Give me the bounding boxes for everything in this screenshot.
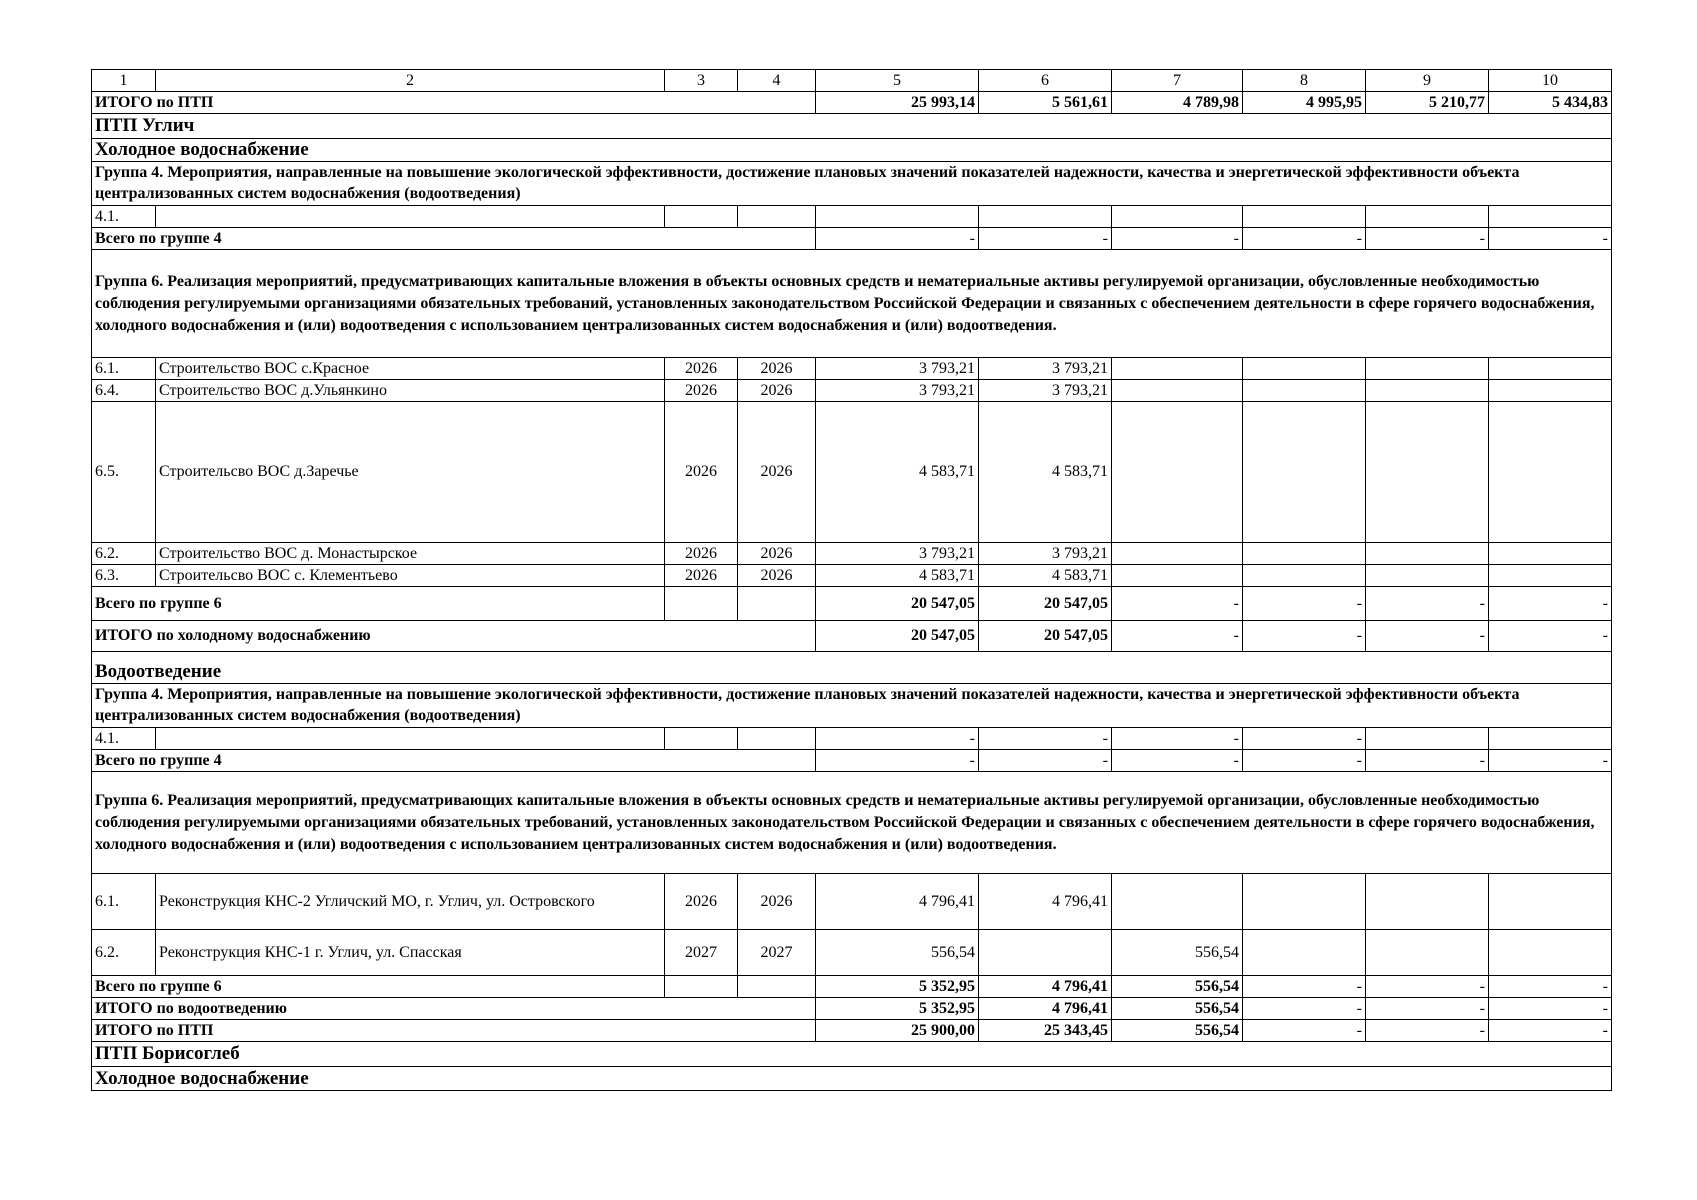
row-number: 6.1. <box>92 874 156 930</box>
group6-total-row <box>92 587 1612 621</box>
col-header: 7 <box>1112 70 1243 92</box>
row-start-year: 2027 <box>665 930 738 976</box>
value-cell: - <box>1243 587 1366 621</box>
value-cell: 556,54 <box>1112 998 1243 1020</box>
value-cell: - <box>1243 228 1366 250</box>
row-name: Строительство ВОС с.Красное <box>156 358 665 380</box>
row-number: 6.5. <box>92 402 156 543</box>
table-row <box>92 206 1612 228</box>
value-cell: - <box>1243 750 1366 772</box>
subsection-cold-water <box>92 139 1612 162</box>
value-cell: 4 796,41 <box>979 998 1112 1020</box>
value-cell: 3 793,21 <box>979 358 1112 380</box>
total-row-ptp-previous <box>92 92 1612 114</box>
value-cell: 3 793,21 <box>816 543 979 565</box>
value-cell: - <box>979 728 1112 750</box>
value-cell: - <box>979 228 1112 250</box>
group-title: Группа 4. Мероприятия, направленные на повышение экологической эффективности, достижение плановых значений показателей надежности, качества и энергетической эффективности объекта централизованных систем водоснабжения (водоотведения) <box>92 684 1612 728</box>
value-cell: 556,54 <box>1112 976 1243 998</box>
col-header: 6 <box>979 70 1112 92</box>
row-end-year: 2026 <box>738 874 816 930</box>
value-cell: 4 796,41 <box>979 874 1112 930</box>
value-cell: 4 796,41 <box>816 874 979 930</box>
table-row <box>92 402 1612 543</box>
group4-total-row <box>92 750 1612 772</box>
row-number: 4.1. <box>92 728 156 750</box>
value-cell: 4 995,95 <box>1243 92 1366 114</box>
row-name: Строительство ВОС д.Ульянкино <box>156 380 665 402</box>
column-number-row <box>92 70 1612 92</box>
group4-heading <box>92 162 1612 206</box>
value-cell: 25 343,45 <box>979 1020 1112 1042</box>
value-cell: - <box>1243 621 1366 652</box>
row-number: 6.1. <box>92 358 156 380</box>
group-title: Группа 4. Мероприятия, направленные на повышение экологической эффективности, достижение плановых значений показателей надежности, качества и энергетической эффективности объекта централизованных систем водоснабжения (водоотведения) <box>92 162 1612 206</box>
value-cell: 5 352,95 <box>816 976 979 998</box>
value-cell: - <box>1243 976 1366 998</box>
section-title: ПТП Углич <box>92 114 1612 139</box>
value-cell: - <box>1112 621 1243 652</box>
row-start-year: 2026 <box>665 565 738 587</box>
row-number: 6.2. <box>92 930 156 976</box>
value-cell: 556,54 <box>1112 1020 1243 1042</box>
value-cell: 4 583,71 <box>979 402 1112 543</box>
row-start-year: 2026 <box>665 874 738 930</box>
table-row <box>92 358 1612 380</box>
row-end-year: 2026 <box>738 380 816 402</box>
subsection-title: Холодное водоснабжение <box>92 1067 1612 1091</box>
value-cell: - <box>1489 587 1612 621</box>
value-cell: - <box>1112 228 1243 250</box>
value-cell: 4 789,98 <box>1112 92 1243 114</box>
value-cell: 5 210,77 <box>1366 92 1489 114</box>
value-cell: 3 793,21 <box>979 543 1112 565</box>
group4-total-row <box>92 228 1612 250</box>
cold-water-total-row <box>92 621 1612 652</box>
total-label: Всего по группе 4 <box>92 750 816 772</box>
table-row <box>92 565 1612 587</box>
row-number: 6.4. <box>92 380 156 402</box>
group-title: Группа 6. Реализация мероприятий, предусматривающих капитальные вложения в объекты основных средств и нематериальные активы регулируемой организации, обусловленные необходимостью соблюдения регулируемыми организациями обязательных требований, установленных законодательством Российской Федерации и связанных с обеспечением деятельности в сфере горячего водоснабжения, холодного водоснабжения и (или) водоотведения с использованием централизованных систем водоснабжения и (или) водоотведения. <box>92 250 1612 358</box>
row-start-year: 2026 <box>665 380 738 402</box>
col-header: 3 <box>665 70 738 92</box>
row-name: Реконструкция КНС-2 Угличский МО, г. Углич, ул. Островского <box>156 874 665 930</box>
subsection-title: Холодное водоснабжение <box>92 139 1612 162</box>
row-name: Строительсво ВОС с. Клементьево <box>156 565 665 587</box>
value-cell: - <box>1489 621 1612 652</box>
value-cell: 556,54 <box>816 930 979 976</box>
value-cell: - <box>1489 1020 1612 1042</box>
section-title: ПТП Борисоглеб <box>92 1042 1612 1067</box>
subsection-title: Водоотведение <box>92 652 1612 684</box>
total-row-ptp-uglich <box>92 1020 1612 1042</box>
value-cell: 3 793,21 <box>816 380 979 402</box>
value-cell: 5 434,83 <box>1489 92 1612 114</box>
col-header: 4 <box>738 70 816 92</box>
row-end-year: 2026 <box>738 358 816 380</box>
total-label: ИТОГО по водоотведению <box>92 998 816 1020</box>
value-cell: - <box>1366 976 1489 998</box>
value-cell: - <box>816 728 979 750</box>
group-title: Группа 6. Реализация мероприятий, предусматривающих капитальные вложения в объекты основных средств и нематериальные активы регулируемой организации, обусловленные необходимостью соблюдения регулируемыми организациями обязательных требований, установленных законодательством Российской Федерации и связанных с обеспечением деятельности в сфере горячего водоснабжения, холодного водоснабжения и (или) водоотведения с использованием централизованных систем водоснабжения и (или) водоотведения. <box>92 772 1612 874</box>
value-cell: - <box>1489 228 1612 250</box>
value-cell: - <box>1366 621 1489 652</box>
row-name: Строительсво ВОС д.Заречье <box>156 402 665 543</box>
row-end-year: 2027 <box>738 930 816 976</box>
value-cell <box>1112 874 1243 930</box>
value-cell: - <box>1489 976 1612 998</box>
value-cell: - <box>1366 228 1489 250</box>
row-start-year: 2026 <box>665 402 738 543</box>
value-cell: 25 993,14 <box>816 92 979 114</box>
row-number: 4.1. <box>92 206 156 228</box>
value-cell: 5 561,61 <box>979 92 1112 114</box>
value-cell: 4 583,71 <box>979 565 1112 587</box>
table-row <box>92 874 1612 930</box>
total-label: ИТОГО по холодному водоснабжению <box>92 621 816 652</box>
value-cell: 5 352,95 <box>816 998 979 1020</box>
sewerage-total-row <box>92 998 1612 1020</box>
total-label: Всего по группе 6 <box>92 587 665 621</box>
row-number: 6.2. <box>92 543 156 565</box>
total-label: Всего по группе 6 <box>92 976 665 998</box>
value-cell: 25 900,00 <box>816 1020 979 1042</box>
value-cell: 20 547,05 <box>979 587 1112 621</box>
value-cell: - <box>1366 998 1489 1020</box>
value-cell: 3 793,21 <box>816 358 979 380</box>
row-name: Строительство ВОС д. Монастырское <box>156 543 665 565</box>
row-end-year: 2026 <box>738 565 816 587</box>
group6-total-row <box>92 976 1612 998</box>
total-label: ИТОГО по ПТП <box>92 1020 816 1042</box>
section-ptp-borisogleb <box>92 1042 1612 1067</box>
group4-heading <box>92 684 1612 728</box>
value-cell: - <box>1112 728 1243 750</box>
value-cell: - <box>816 228 979 250</box>
value-cell: - <box>979 750 1112 772</box>
value-cell: - <box>1489 998 1612 1020</box>
value-cell: - <box>1243 1020 1366 1042</box>
value-cell: - <box>1112 587 1243 621</box>
col-header: 5 <box>816 70 979 92</box>
section-ptp-uglich <box>92 114 1612 139</box>
value-cell: - <box>1243 728 1366 750</box>
col-header: 2 <box>156 70 665 92</box>
table-row <box>92 930 1612 976</box>
value-cell: 4 583,71 <box>816 565 979 587</box>
col-header: 9 <box>1366 70 1489 92</box>
value-cell: - <box>1366 750 1489 772</box>
subsection-cold-water <box>92 1067 1612 1091</box>
col-header: 8 <box>1243 70 1366 92</box>
value-cell: 3 793,21 <box>979 380 1112 402</box>
value-cell: 20 547,05 <box>979 621 1112 652</box>
value-cell: - <box>1243 998 1366 1020</box>
value-cell: 20 547,05 <box>816 587 979 621</box>
row-end-year: 2026 <box>738 402 816 543</box>
row-start-year: 2026 <box>665 358 738 380</box>
group6-heading <box>92 772 1612 874</box>
value-cell: - <box>1366 587 1489 621</box>
table-row <box>92 543 1612 565</box>
value-cell: 4 796,41 <box>979 976 1112 998</box>
value-cell: - <box>1112 750 1243 772</box>
value-cell: 20 547,05 <box>816 621 979 652</box>
table-row <box>92 380 1612 402</box>
row-start-year: 2026 <box>665 543 738 565</box>
investment-table <box>91 69 1612 1091</box>
value-cell: - <box>816 750 979 772</box>
row-number: 6.3. <box>92 565 156 587</box>
row-name: Реконструкция КНС-1 г. Углич, ул. Спасская <box>156 930 665 976</box>
value-cell: - <box>1366 1020 1489 1042</box>
value-cell: - <box>1489 750 1612 772</box>
total-label: Всего по группе 4 <box>92 228 816 250</box>
col-header: 1 <box>92 70 156 92</box>
col-header: 10 <box>1489 70 1612 92</box>
value-cell: 4 583,71 <box>816 402 979 543</box>
group6-heading <box>92 250 1612 358</box>
investment-program-sheet <box>91 69 1611 1091</box>
value-cell <box>979 930 1112 976</box>
total-label: ИТОГО по ПТП <box>92 92 816 114</box>
subsection-sewerage <box>92 652 1612 684</box>
row-end-year: 2026 <box>738 543 816 565</box>
value-cell: 556,54 <box>1112 930 1243 976</box>
table-row <box>92 728 1612 750</box>
